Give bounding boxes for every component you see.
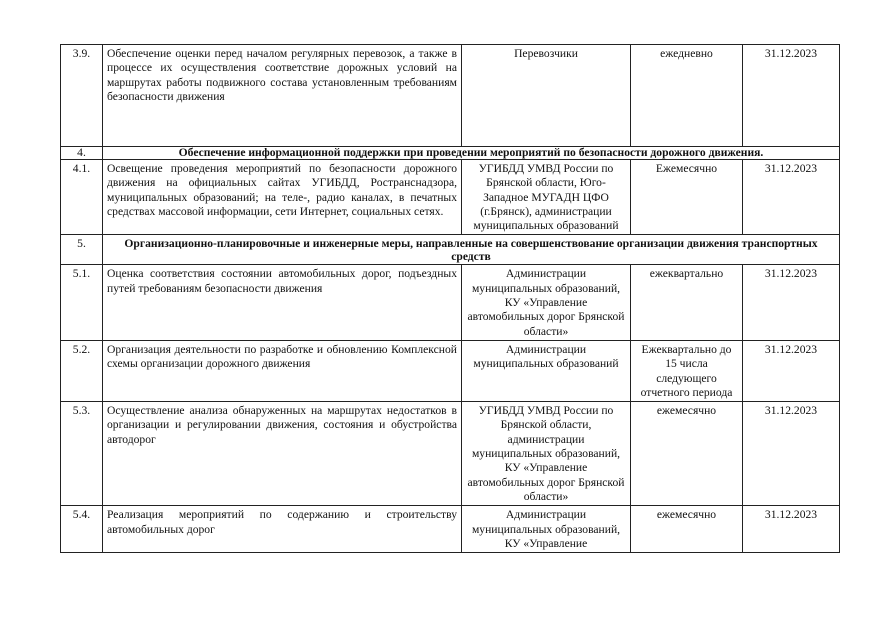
measure-deadline: 31.12.2023 [743,506,840,553]
measures-table [60,44,840,553]
section-row [61,147,840,160]
measure-periodicity: ежедневно [631,45,743,147]
measure-periodicity: ежеквартально [631,265,743,340]
section-title: Организационно-планировочные и инженерные меры, направленные на совершенствование организации движения транспортных средств [103,235,840,265]
row-number: 5.3. [61,402,103,506]
measure-executor: Администрации муниципальных образований [462,340,631,401]
measure-deadline: 31.12.2023 [743,340,840,401]
table-row [61,340,840,401]
measure-deadline: 31.12.2023 [743,160,840,235]
measure-deadline: 31.12.2023 [743,45,840,147]
measure-executor: Администрации муниципальных образований, КУ «Управление [462,506,631,553]
section-row [61,235,840,265]
measure-periodicity: Ежемесячно [631,160,743,235]
table-row [61,45,840,147]
measure-deadline: 31.12.2023 [743,265,840,340]
row-number: 5.1. [61,265,103,340]
measure-periodicity: Ежеквартально до 15 числа следующего отчетного периода [631,340,743,401]
measure-description: Обеспечение оценки перед началом регулярных перевозок, а также в процессе их осуществления соответствие дорожных условий на маршрутах работы подвижного состава установленным требованиям безопасности движения [103,45,462,147]
table-row [61,160,840,235]
table-row [61,402,840,506]
measure-executor: Администрации муниципальных образований, КУ «Управление автомобильных дорог Брянской области» [462,265,631,340]
measure-description: Осуществление анализа обнаруженных на маршрутах недостатков в организации и регулировании движения, состояния и обустройства автодорог [103,402,462,506]
section-title: Обеспечение информационной поддержки при проведении мероприятий по безопасности дорожного движения. [103,147,840,160]
table-row [61,265,840,340]
measure-description: Реализация мероприятий по содержанию и строительству автомобильных дорог [103,506,462,553]
row-number: 3.9. [61,45,103,147]
section-number: 5. [61,235,103,265]
measure-periodicity: ежемесячно [631,506,743,553]
measure-description: Организация деятельности по разработке и обновлению Комплексной схемы организации дорожного движения [103,340,462,401]
measure-description: Оценка соответствия состоянии автомобильных дорог, подъездных путей требованиям безопасности движения [103,265,462,340]
measure-executor: Перевозчики [462,45,631,147]
measure-deadline: 31.12.2023 [743,402,840,506]
measure-periodicity: ежемесячно [631,402,743,506]
row-number: 5.4. [61,506,103,553]
measure-executor: УГИБДД УМВД России по Брянской области, Юго-Западное МУГАДН ЦФО (г.Брянск), администрации муниципальных образований [462,160,631,235]
row-number: 4.1. [61,160,103,235]
table-row [61,506,840,553]
row-number: 5.2. [61,340,103,401]
measure-executor: УГИБДД УМВД России по Брянской области, администрации муниципальных образований, КУ «Управление автомобильных дорог Брянской области» [462,402,631,506]
measure-description: Освещение проведения мероприятий по безопасности дорожного движения на официальных сайтах УГИБДД, Ространснадзора, муниципальных образований; на теле-, радио каналах, в печатных средствах массовой информации, сети Интернет, социальных сетях. [103,160,462,235]
section-number: 4. [61,147,103,160]
